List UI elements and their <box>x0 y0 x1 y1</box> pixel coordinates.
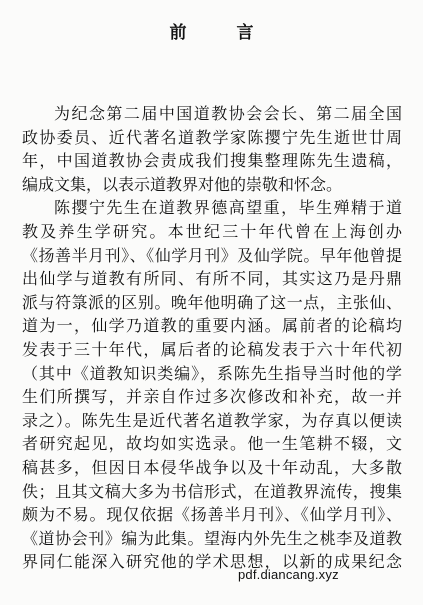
text-line: 教及养生学研究。本世纪三十年代曾在上海创办 <box>22 221 402 241</box>
text-line: 出仙学与道教有所同、有所不同，其实这乃是丹鼎 <box>22 269 402 289</box>
text-line: 《扬善半月刊》、《仙学月刊》及仙学院。早年他曾提 <box>22 245 402 265</box>
text-line: 陈撄宁先生在道教界德高望重，毕生殚精于道 <box>54 198 402 218</box>
text-line: 颇为不易。现仅依据《扬善半月刊》、《仙学月刊》、 <box>22 505 402 525</box>
text-line: 生们所撰写，并亲自作过多次修改和补充，故一并 <box>22 387 402 407</box>
text-line: 佚；且其文稿大多为书信形式，在道教界流传，搜集 <box>22 481 402 501</box>
text-line: 派与符箓派的区别。晚年他明确了这一点，主张仙、 <box>22 292 402 312</box>
text-line: 政协委员、近代著名道教学家陈撄宁先生逝世廿周 <box>22 127 402 147</box>
text-line: 录之）。陈先生是近代著名道教学家，为存真以便读 <box>22 410 402 430</box>
text-line: 为纪念第二届中国道教协会会长、第二届全国 <box>54 104 402 123</box>
text-line: 年，中国道教协会责成我们搜集整理陈先生遗稿， <box>22 151 402 171</box>
text-line: 《道协会刊》编为此集。望海内外先生之桃李及道教 <box>22 528 402 548</box>
text-line: 编成文集，以表示道教界对他的崇敬和怀念。 <box>22 174 343 194</box>
text-line: 发表于三十年代，属后者的论稿发表于六十年代初 <box>22 339 402 359</box>
watermark-text: pdf.diancang.xyz <box>238 567 339 582</box>
text-line: （其中《道教知识类编》，系陈先生指导当时他的学 <box>22 363 402 383</box>
text-line: 界同仁能深入研究他的学术思想，以新的成果纪念 <box>22 552 402 572</box>
text-line: 者研究起见，故均如实选录。他一生笔耕不辍，文 <box>22 434 402 454</box>
text-line: 道为一，仙学乃道教的重要内涵。属前者的论稿均 <box>22 316 402 336</box>
page-title: 前 言 <box>169 23 276 43</box>
preface-body <box>22 102 402 574</box>
text-line: 稿甚多，但因日本侵华战争以及十年动乱，大多散 <box>22 457 402 477</box>
